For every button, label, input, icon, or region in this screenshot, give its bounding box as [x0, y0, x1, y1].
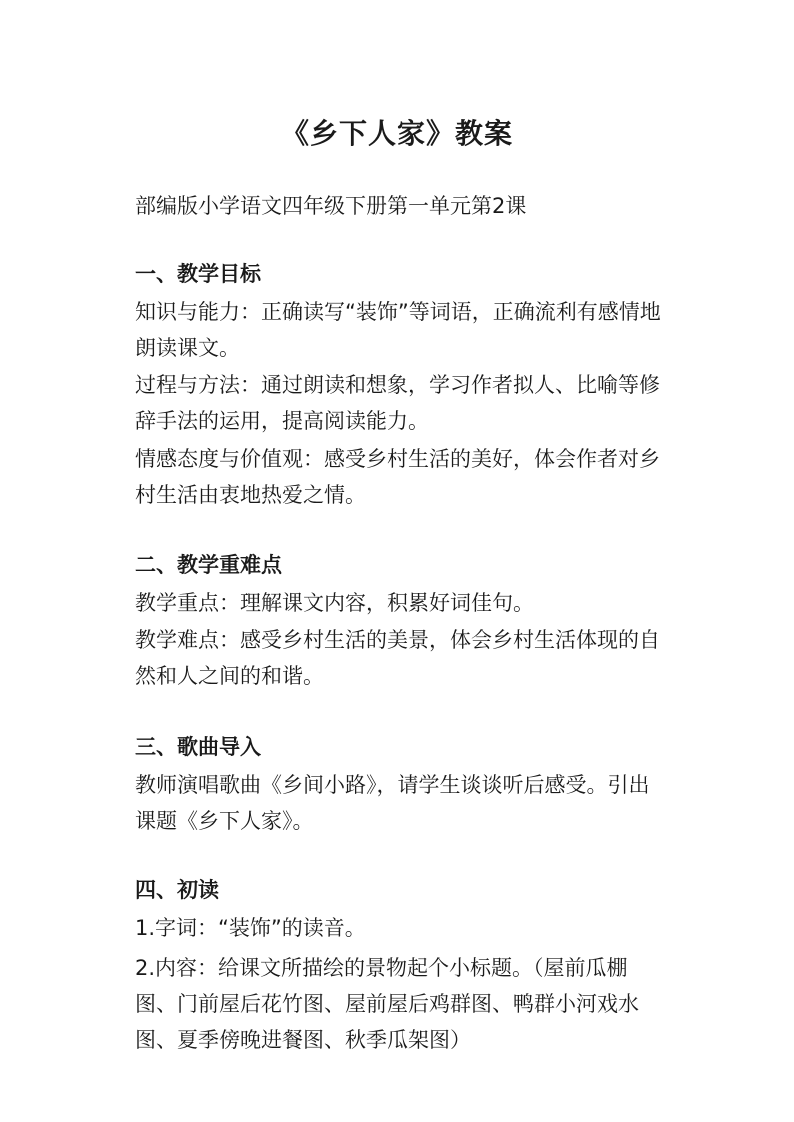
paragraph-song-intro	[135, 767, 715, 839]
paragraph-knowledge-ability	[135, 294, 715, 366]
paragraph-emotion-values	[135, 441, 715, 513]
paragraph-line: 辞手法的运用，提高阅读能力。	[135, 409, 429, 433]
paragraph-line: 教学重点：理解课文内容，积累好词佳句。	[135, 591, 534, 615]
paragraph-line: 图、夏季傍晚进餐图、秋季瓜架图）	[135, 1028, 471, 1052]
document-subtitle: 部编版小学语文四年级下册第一单元第2课	[135, 194, 527, 218]
paragraph-line: 情感态度与价值观：感受乡村生活的美好，体会作者对乡	[135, 447, 660, 471]
paragraph-line: 图、门前屋后花竹图、屋前屋后鸡群图、鸭群小河戏水	[135, 992, 639, 1016]
paragraph-vocabulary	[135, 910, 715, 946]
paragraph-line: 村生活由衷地热爱之情。	[135, 483, 366, 507]
paragraph-line: 朗读课文。	[135, 336, 240, 360]
paragraph-line: 知识与能力：正确读写“装饰”等词语，正确流利有感情地	[135, 300, 661, 324]
document-title: 《乡下人家》教案	[280, 117, 513, 150]
paragraph-line: 2.内容：给课文所描绘的景物起个小标题。（屋前瓜棚	[135, 956, 628, 980]
section-heading-song-intro: 三、歌曲导入	[135, 735, 261, 759]
paragraph-content	[135, 950, 715, 1058]
section-heading-key-points: 二、教学重难点	[135, 553, 282, 577]
section-heading-first-reading: 四、初读	[135, 878, 219, 902]
paragraph-teaching-focus	[135, 585, 715, 621]
paragraph-line: 1.字词：“装饰”的读音。	[135, 916, 366, 940]
paragraph-teaching-difficulty	[135, 622, 715, 694]
paragraph-process-method	[135, 367, 715, 439]
paragraph-line: 过程与方法：通过朗读和想象，学习作者拟人、比喻等修	[135, 373, 660, 397]
paragraph-line: 教师演唱歌曲《乡间小路》，请学生谈谈听后感受。引出	[135, 773, 650, 797]
paragraph-line: 然和人之间的和谐。	[135, 664, 324, 688]
paragraph-line: 课题《乡下人家》。	[135, 809, 314, 833]
section-heading-objectives: 一、教学目标	[135, 262, 261, 286]
paragraph-line: 教学难点：感受乡村生活的美景，体会乡村生活体现的自	[135, 628, 660, 652]
